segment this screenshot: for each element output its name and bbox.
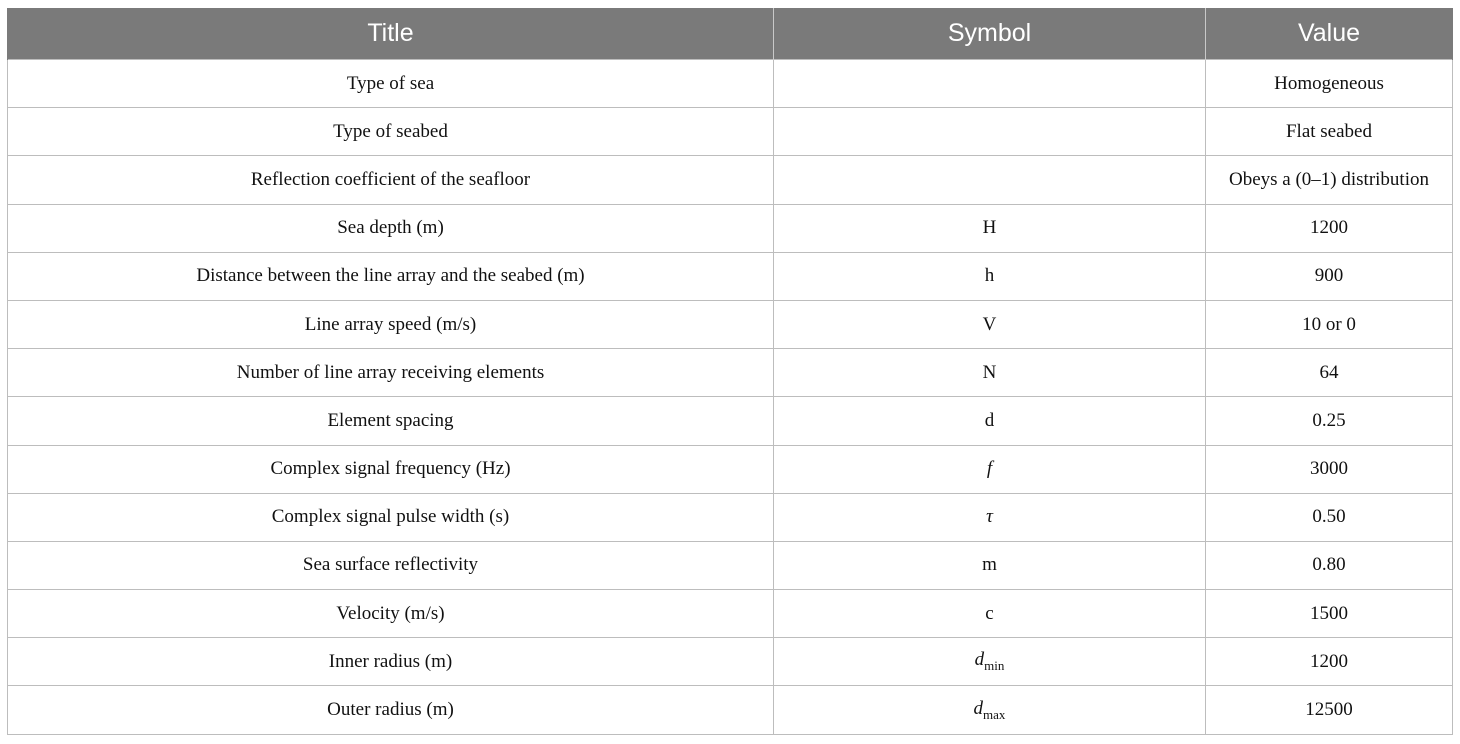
cell-value: 0.50 — [1206, 493, 1453, 541]
cell-title: Element spacing — [8, 397, 774, 445]
symbol-main: d — [974, 649, 985, 671]
table-row — [8, 397, 1453, 445]
cell-title: Complex signal pulse width (s) — [8, 493, 774, 541]
table-row — [8, 108, 1453, 156]
cell-value: 12500 — [1206, 686, 1453, 734]
table-row — [8, 493, 1453, 541]
table-row — [8, 541, 1453, 589]
cell-symbol: N — [774, 349, 1206, 397]
cell-title: Number of line array receiving elements — [8, 349, 774, 397]
cell-title: Inner radius (m) — [8, 638, 774, 686]
cell-symbol — [774, 156, 1206, 204]
cell-value: 10 or 0 — [1206, 300, 1453, 348]
symbol-subscript: min — [984, 658, 1005, 674]
cell-value: 0.80 — [1206, 541, 1453, 589]
column-header-title: Title — [8, 8, 774, 60]
cell-value: 900 — [1206, 252, 1453, 300]
cell-symbol: H — [774, 204, 1206, 252]
cell-symbol — [774, 638, 1206, 686]
table-body — [8, 60, 1453, 735]
symbol-main: d — [973, 697, 984, 719]
cell-title: Type of seabed — [8, 108, 774, 156]
cell-symbol: f — [774, 445, 1206, 493]
table-row — [8, 445, 1453, 493]
table-row — [8, 300, 1453, 348]
cell-title: Distance between the line array and the seabed (m) — [8, 252, 774, 300]
cell-symbol — [774, 108, 1206, 156]
column-header-symbol: Symbol — [774, 8, 1206, 60]
table-row — [8, 204, 1453, 252]
cell-title: Line array speed (m/s) — [8, 300, 774, 348]
header-row — [8, 8, 1453, 60]
cell-title: Velocity (m/s) — [8, 590, 774, 638]
table-row — [8, 60, 1453, 108]
table-row — [8, 349, 1453, 397]
cell-value: 1500 — [1206, 590, 1453, 638]
cell-title: Sea surface reflectivity — [8, 541, 774, 589]
cell-value: Obeys a (0–1) distribution — [1206, 156, 1453, 204]
table-row — [8, 156, 1453, 204]
symbol-subscript: max — [983, 706, 1006, 722]
cell-symbol: m — [774, 541, 1206, 589]
cell-title: Outer radius (m) — [8, 686, 774, 734]
cell-value: 1200 — [1206, 638, 1453, 686]
table-row — [8, 252, 1453, 300]
table-row — [8, 638, 1453, 686]
cell-symbol: c — [774, 590, 1206, 638]
table-row — [8, 590, 1453, 638]
cell-symbol: d — [774, 397, 1206, 445]
cell-symbol — [774, 686, 1206, 734]
cell-value: Homogeneous — [1206, 60, 1453, 108]
cell-value: Flat seabed — [1206, 108, 1453, 156]
cell-title: Type of sea — [8, 60, 774, 108]
cell-symbol: V — [774, 300, 1206, 348]
column-header-value: Value — [1206, 8, 1453, 60]
cell-symbol: h — [774, 252, 1206, 300]
cell-value: 3000 — [1206, 445, 1453, 493]
table-row — [8, 686, 1453, 734]
cell-value: 1200 — [1206, 204, 1453, 252]
cell-symbol: τ — [774, 493, 1206, 541]
cell-title: Sea depth (m) — [8, 204, 774, 252]
table-header — [8, 8, 1453, 60]
cell-symbol — [774, 60, 1206, 108]
parameter-table-container — [7, 8, 1452, 735]
parameter-table — [7, 8, 1453, 735]
cell-title: Complex signal frequency (Hz) — [8, 445, 774, 493]
cell-value: 0.25 — [1206, 397, 1453, 445]
cell-title: Reflection coefficient of the seafloor — [8, 156, 774, 204]
cell-value: 64 — [1206, 349, 1453, 397]
